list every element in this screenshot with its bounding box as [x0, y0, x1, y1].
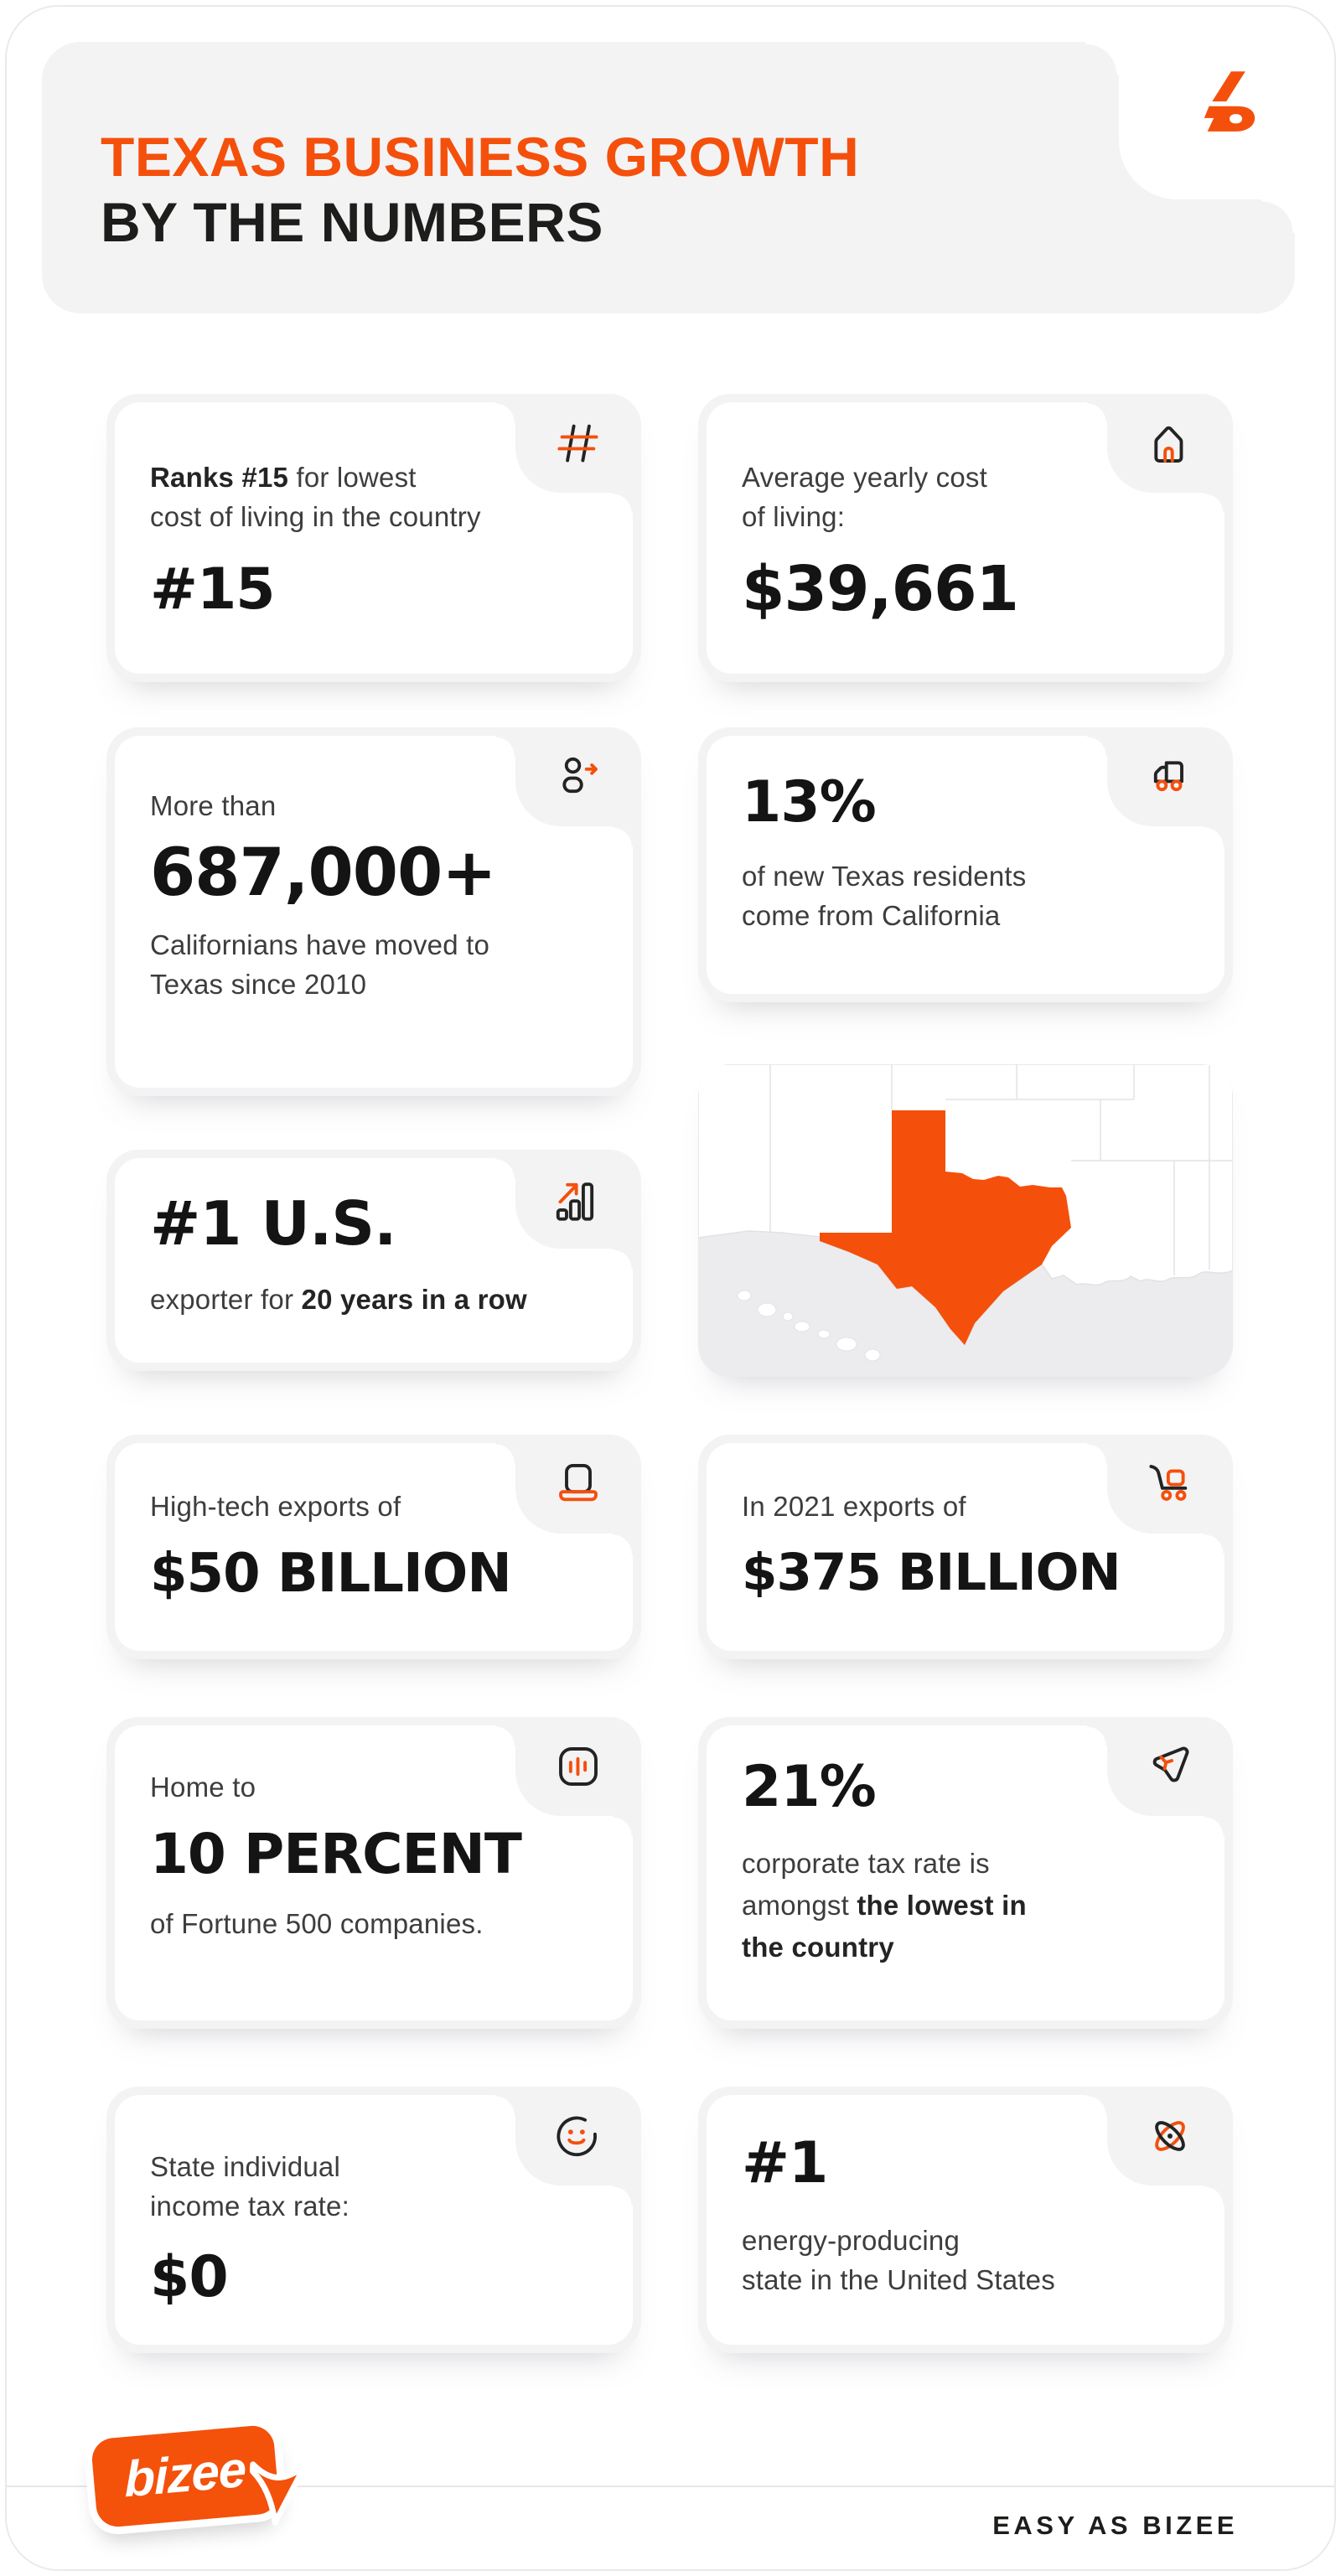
card-top-exporter: [106, 1150, 641, 1371]
footer-tagline: EASY AS BIZEE: [992, 2511, 1238, 2540]
card-text: energy-producing state in the United States: [742, 2225, 1055, 2296]
corner-fillet: [613, 1534, 633, 1554]
card-energy-producing: [698, 2087, 1233, 2353]
corner-fillet: [613, 1249, 633, 1269]
card-californians-moved: [106, 727, 641, 1096]
corner-fillet: [613, 493, 633, 513]
card-stat: $39,661: [742, 553, 1019, 625]
card-text-lead: High-tech exports of: [150, 1491, 401, 1522]
bizee-b-logo-icon: [1203, 69, 1256, 136]
card-text: corporate tax rate is amongst the lowest in the country: [742, 1848, 1027, 1963]
card-text: exporter for 20 years in a row: [150, 1283, 527, 1315]
card-text: Ranks #15 for lowest cost of living in the country: [150, 462, 481, 532]
bizee-logo-text: bizee: [123, 2440, 246, 2508]
card-text: State individual income tax rate:: [150, 2151, 349, 2222]
card-new-residents: [698, 727, 1233, 1002]
corner-fillet: [1204, 826, 1225, 846]
corner-fillet: [1085, 42, 1119, 75]
card-stat: 13%: [742, 769, 876, 835]
us-map: [698, 1064, 1233, 1377]
corner-fillet: [1204, 2185, 1225, 2206]
corner-fillet: [1204, 1534, 1225, 1554]
card-text: of Fortune 500 companies.: [150, 1907, 484, 1939]
card-stat: 10 PERCENT: [150, 1822, 521, 1886]
bizee-logo: [91, 2424, 280, 2529]
card-corporate-tax: [698, 1717, 1233, 2029]
card-text: Average yearly cost of living:: [742, 462, 988, 532]
card-text: of new Texas residents come from California: [742, 861, 1027, 932]
corner-fillet: [613, 826, 633, 846]
corner-fillet: [1204, 1816, 1225, 1836]
card-hightech-exports: [106, 1435, 641, 1659]
card-exports-2021: [698, 1435, 1233, 1659]
card-stat: $0: [150, 2244, 228, 2310]
card-income-tax: [106, 2087, 641, 2353]
title-line-1: TEXAS BUSINESS GROWTH: [101, 126, 860, 188]
card-stat: $375 BILLION: [742, 1543, 1121, 1602]
card-text-lead: Home to: [150, 1772, 256, 1803]
corner-fillet: [1204, 493, 1225, 513]
card-text-lead: More than: [150, 790, 277, 821]
corner-fillet: [1261, 199, 1295, 233]
texas-map-card: [698, 1064, 1233, 1377]
card-fortune-500: [106, 1717, 641, 2029]
card-cost-ranking: [106, 394, 641, 682]
card-stat: #15: [150, 556, 275, 623]
card-text: Californians have moved to Texas since 2010: [150, 929, 490, 1001]
page-title: [101, 124, 859, 255]
card-stat: #1: [742, 2130, 828, 2196]
card-text-lead: In 2021 exports of: [742, 1491, 966, 1522]
header-card: [42, 42, 1295, 313]
card-stat: 21%: [742, 1754, 876, 1820]
title-line-2: BY THE NUMBERS: [101, 191, 603, 253]
card-stat: 687,000+: [150, 835, 496, 911]
card-yearly-cost: [698, 394, 1233, 682]
card-stat: $50 BILLION: [150, 1543, 511, 1605]
card-stat: #1 U.S.: [150, 1188, 396, 1259]
corner-fillet: [613, 1816, 633, 1836]
corner-fillet: [613, 2185, 633, 2206]
